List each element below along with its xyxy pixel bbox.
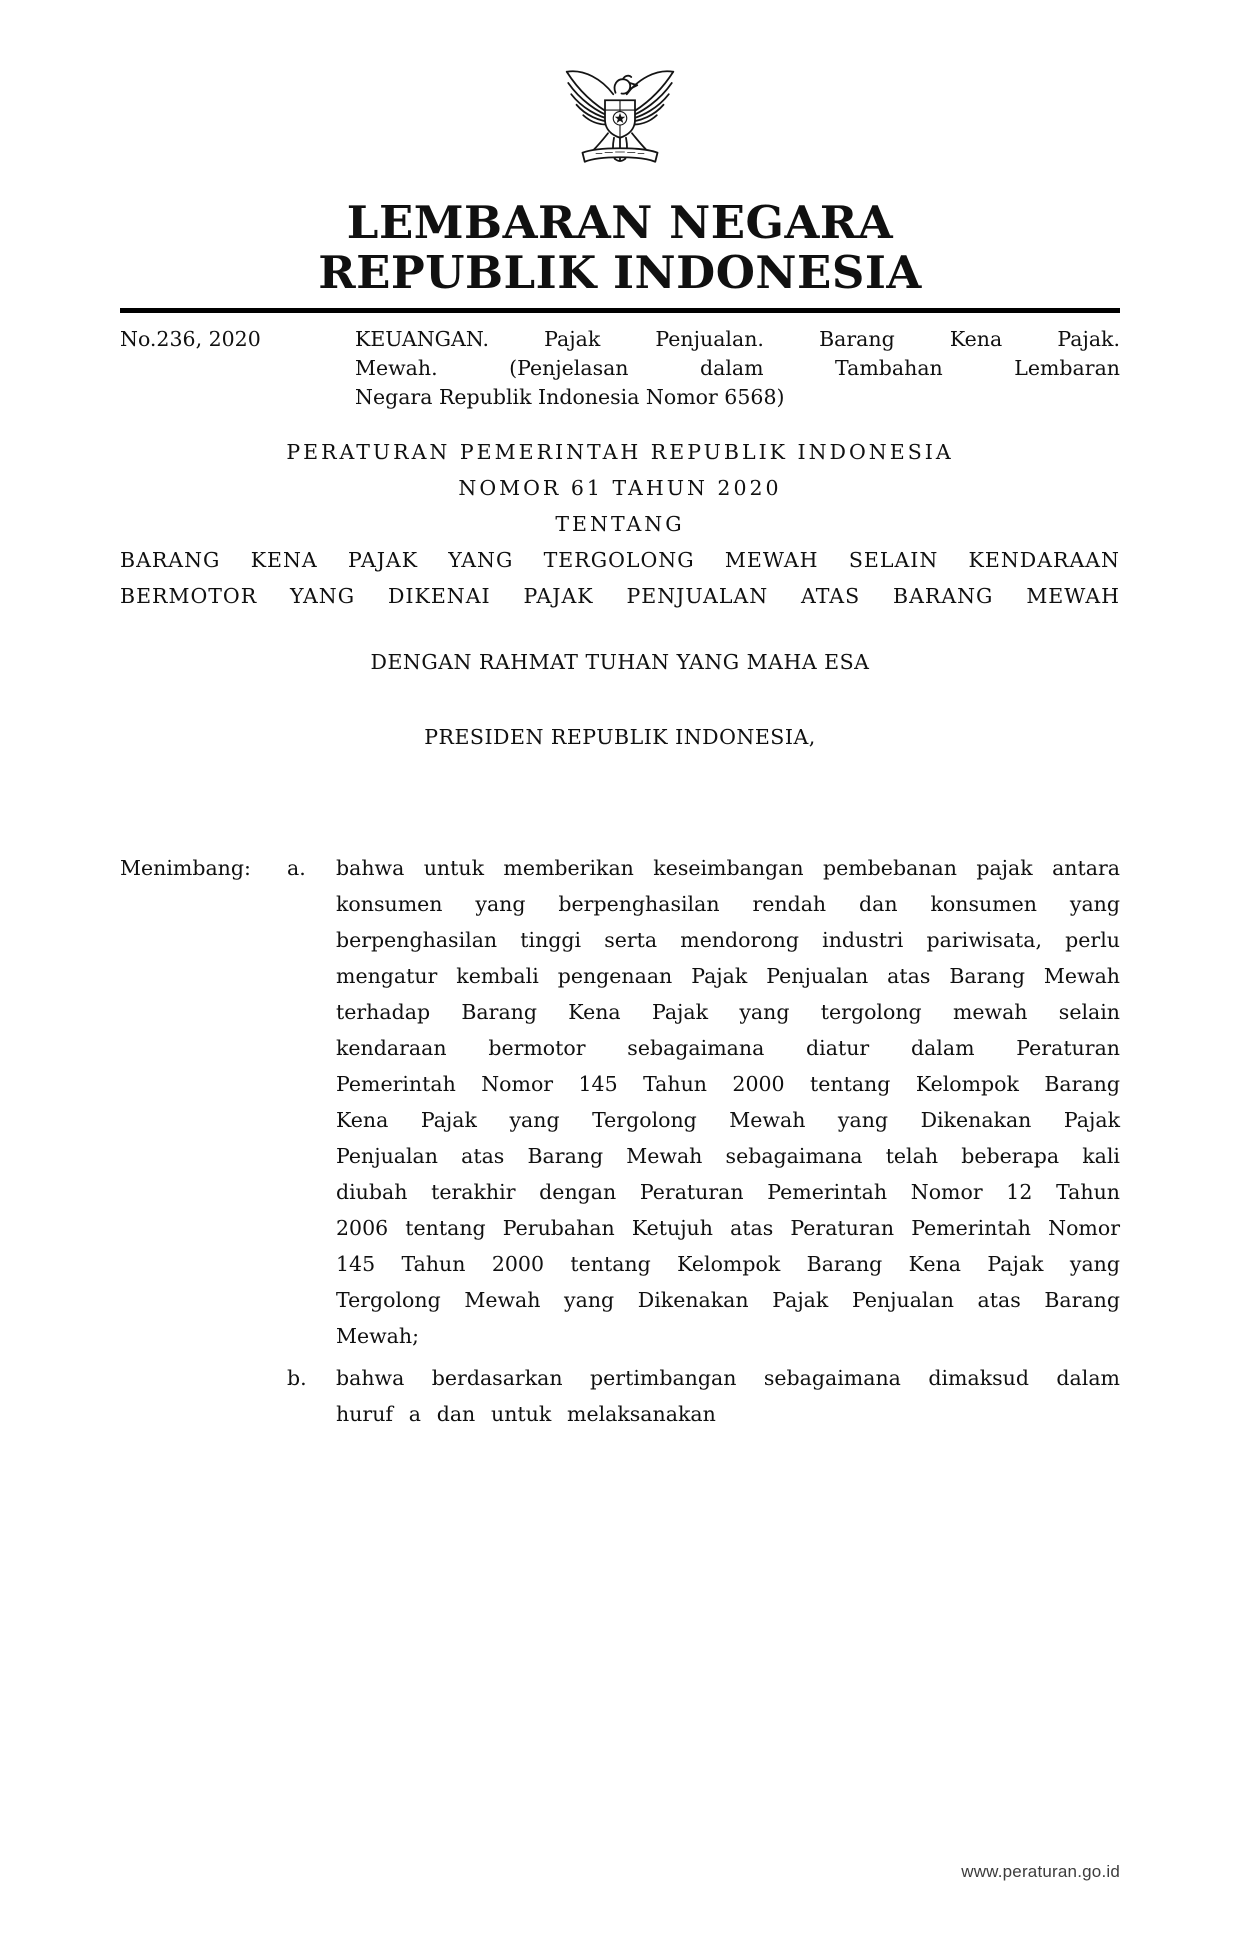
item-text: bahwa untuk memberikan keseimbangan pembebanan pajak antara konsumen yang berpenghasilan rendah dan konsumen yang berpenghasilan tinggi serta mendorong industri pariwisata, perlu mengatur kembali pengenaan Pajak Penjualan atas Barang Mewah terhadap Barang Kena Pajak yang tergolong mewah selain kendaraan bermotor sebagaimana diatur dalam Peraturan Pemerintah Nomor 145 Tahun 2000 tentang Kelompok Barang Kena Pajak yang Tergolong Mewah yang Dikenakan Pajak Penjualan atas Barang Mewah sebagaimana telah beberapa kali diubah terakhir dengan Peraturan Pemerintah Nomor 12 Tahun 2006 tentang Perubahan Ketujuh atas Peraturan Pemerintah Nomor 145 Tahun 2000 tentang Kelompok Barang Kena Pajak yang Tergolong Mewah yang Dikenakan Pajak Penjualan atas Barang Mewah; [336,855,1120,1348]
gazette-subject-line: KEUANGAN. Pajak Penjualan. Barang Kena Pajak. [355,326,1120,351]
emblem-container [120,58,1120,190]
regulation-title-line2: BERMOTOR YANG DIKENAI PAJAK PENJUALAN ATAS BARANG MEWAH [120,583,1120,608]
grace-line: DENGAN RAHMAT TUHAN YANG MAHA ESA [370,649,870,674]
regulation-heading [120,434,1120,755]
item-text: bahwa berdasarkan pertimbangan sebagaimana dimaksud dalam huruf a dan untuk melaksanakan [336,1365,1120,1426]
gazette-subject [355,325,1120,412]
regulation-title-line1: BARANG KENA PAJAK YANG TERGOLONG MEWAH SELAIN KENDARAAN [120,547,1120,572]
considering-item-a [287,850,1120,1354]
considering-section [120,850,1120,1432]
gazette-meta-row [120,325,1120,412]
gazette-title-line1: LEMBARAN NEGARA [346,196,894,249]
considering-item-b [287,1360,1120,1432]
gazette-subject-line: Mewah. (Penjelasan dalam Tambahan Lembaran [355,355,1120,380]
considering-separator: : [244,855,251,880]
gazette-masthead [120,198,1120,299]
gazette-title-line2: REPUBLIK INDONESIA [318,246,922,300]
item-letter: a. [287,855,306,880]
president-line: PRESIDEN REPUBLIK INDONESIA, [424,724,816,749]
considering-items [287,850,1120,1432]
masthead-rule [120,308,1120,313]
footer-url: www.peraturan.go.id [961,1862,1120,1881]
garuda-pancasila-emblem [560,58,680,186]
gazette-subject-line: Negara Republik Indonesia Nomor 6568) [355,384,785,409]
regulation-type: PERATURAN PEMERINTAH REPUBLIK INDONESIA [286,439,954,464]
gazette-number: No.236, 2020 [120,326,261,351]
considering-label: Menimbang [120,855,244,880]
about-label: TENTANG [555,511,685,536]
item-letter: b. [287,1365,307,1390]
regulation-number: NOMOR 61 TAHUN 2020 [458,475,782,500]
